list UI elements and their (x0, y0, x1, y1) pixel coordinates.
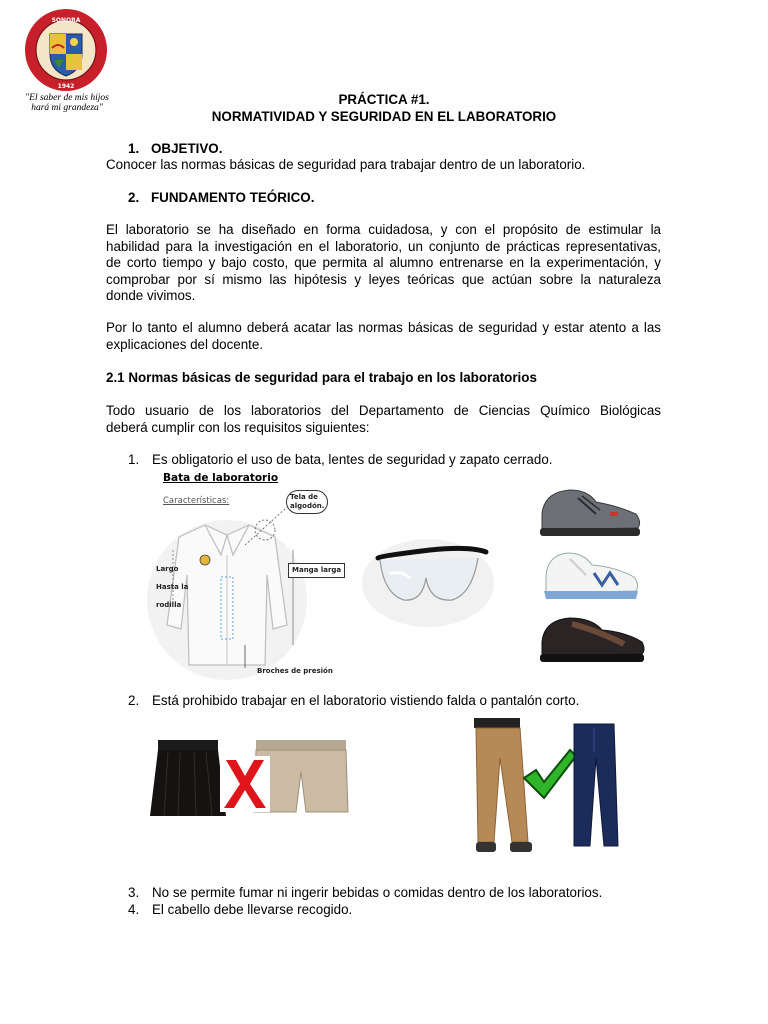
white-sneaker-image (540, 545, 642, 603)
skirt-image (148, 738, 228, 820)
lab-coat-title: Bata de laboratorio (163, 472, 279, 484)
black-leather-shoe-image (536, 610, 648, 666)
callout-length-line: Largo (156, 565, 179, 573)
practice-number: PRÁCTICA #1. (338, 92, 430, 107)
lab-coat-subtitle: Características: (163, 496, 230, 506)
callout-length-line: Hasta la (156, 583, 189, 591)
theory-line: comprobar por sí mismo las hipótesis y leyes teóricas que actúan sobre la naturaleza (106, 271, 661, 287)
motto-line-1: "El saber de mis hijos (25, 93, 109, 103)
theory-line: El laboratorio se ha diseñado en forma cuidadosa, y con el propósito de estimular la (106, 222, 661, 237)
rule-1-text: Es obligatorio el uso de bata, lentes de seguridad y zapato cerrado. (152, 452, 553, 467)
callout-length-line: rodilla (156, 601, 182, 609)
section-2-number: 2. (128, 190, 140, 205)
rules-intro (106, 403, 661, 436)
section-1-heading: OBJETIVO. (151, 141, 223, 156)
rule-3-number: 3. (128, 885, 140, 900)
callout-fabric-line: algodón. (290, 502, 325, 510)
practice-title: NORMATIVIDAD Y SEGURIDAD EN EL LABORATORIO (211, 109, 557, 124)
callout-snaps: Broches de presión (257, 667, 333, 675)
seal-year: 1942 (57, 83, 75, 90)
theory-line: explicaciones del docente. (106, 336, 264, 352)
intro-line: Todo usuario de los laboratorios del Departamento de Ciencias Químico Biológicas (106, 403, 661, 418)
rule-1-number: 1. (128, 452, 140, 467)
prohibited-x-icon (220, 756, 270, 812)
theory-line: Por lo tanto el alumno deberá acatar las normas básicas de seguridad y estar atento a las (106, 320, 661, 335)
rule-3-text: No se permite fumar ni ingerir bebidas o comidas dentro de los laboratorios. (152, 885, 603, 900)
rule-4-number: 4. (128, 902, 140, 917)
gray-safety-shoe-image (536, 484, 644, 540)
safety-glasses-image (360, 528, 496, 628)
section-2-1-heading: 2.1 Normas básicas de seguridad para el trabajo en los laboratorios (106, 370, 537, 385)
theory-line: donde vivimos. (106, 288, 196, 303)
rule-2-text: Está prohibido trabajar en el laboratorio vistiendo falda o pantalón corto. (152, 693, 580, 708)
theory-paragraph-2 (106, 320, 661, 353)
jeans-image (570, 722, 620, 850)
rule-2-number: 2. (128, 693, 140, 708)
objective-text: Conocer las normas básicas de seguridad para trabajar dentro de un laboratorio. (106, 157, 586, 172)
rule-4-text: El cabello debe llevarse recogido. (152, 902, 353, 917)
university-seal (22, 8, 112, 95)
seal-icon (22, 8, 110, 92)
callout-fabric (286, 490, 328, 514)
section-1-number: 1. (128, 141, 140, 156)
callout-length (153, 558, 191, 616)
callout-sleeve: Manga larga (288, 563, 345, 578)
svg-text:SONORA: SONORA (51, 17, 81, 24)
intro-line: deberá cumplir con los requisitos siguientes: (106, 419, 370, 435)
callout-fabric-line: Tela de (290, 493, 318, 501)
theory-line: habilidad para la investigación en el laboratorio, un conjunto de prácticas representativas, (106, 238, 661, 254)
motto-line-2: hará mi grandeza" (31, 103, 103, 113)
theory-line: de corto tiempo y bajo costo, que permita al alumno entrenarse en la experimentación, y (106, 255, 661, 270)
section-2-heading: FUNDAMENTO TEÓRICO. (151, 190, 315, 205)
theory-paragraph-1 (106, 222, 661, 305)
